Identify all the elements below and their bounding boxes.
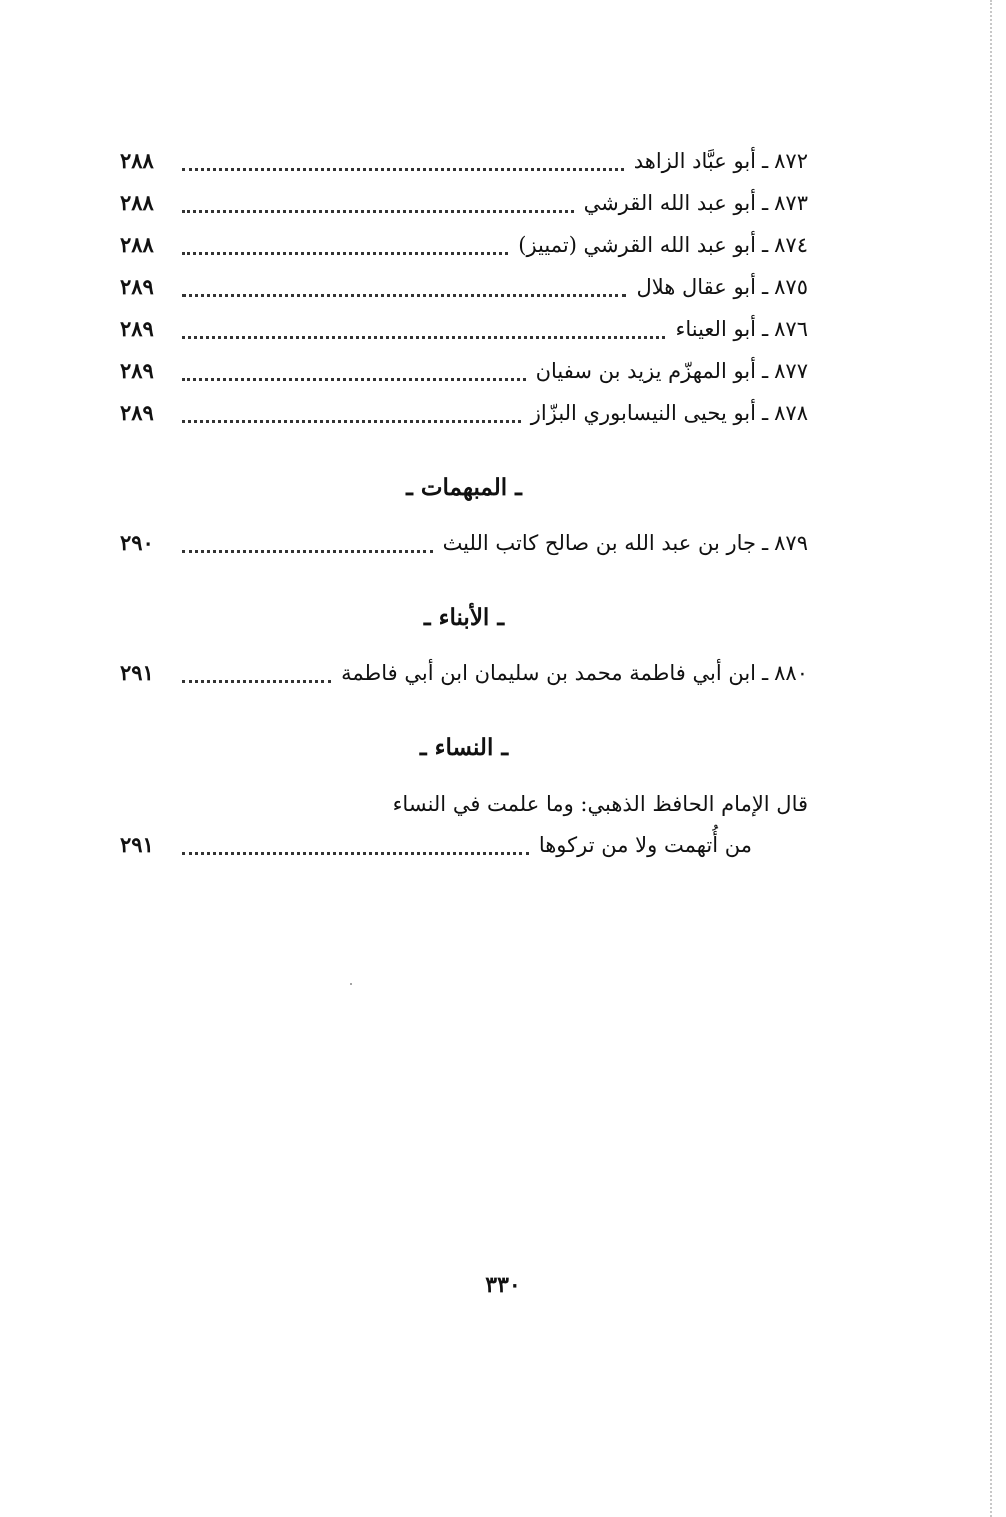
entry-title: أبو عبد الله القرشي: [583, 191, 756, 215]
spacer: [120, 694, 808, 724]
nisa-statement-continuation: [120, 824, 808, 866]
entry-number: ٨٧٢: [774, 149, 808, 173]
entry-page-number: ٢٨٨: [120, 232, 154, 257]
entry-number: ٨٧٣: [774, 191, 808, 215]
entry-page-number: ٢٩١: [120, 660, 154, 685]
entry-page-number: ٢٩٠: [120, 530, 154, 555]
entry-number: ٨٧٤: [774, 233, 808, 257]
toc-entry-880: [120, 652, 808, 694]
entry-separator: ـ: [762, 317, 769, 341]
print-speck: [350, 983, 352, 985]
toc-entry-877: [120, 350, 808, 392]
entry-title: جار بن عبد الله بن صالح كاتب الليث: [442, 531, 756, 555]
dot-leader: [182, 156, 624, 171]
entry-page-number: ٢٩١: [120, 832, 154, 857]
entry-page-number: ٢٨٩: [120, 316, 154, 341]
entry-title: أبو عبَّاد الزاهد: [633, 149, 756, 173]
dot-leader: [182, 668, 331, 683]
spacer: [120, 642, 808, 652]
entry-separator: ـ: [762, 401, 769, 425]
dot-leader: [182, 198, 574, 213]
entry-title: من أُتهمت ولا من تركوها: [538, 833, 752, 857]
table-of-contents: [120, 140, 808, 866]
toc-entry-872: [120, 140, 808, 182]
page-number: ٣٣٠: [485, 1272, 521, 1298]
entry-title: أبو يحيى النيسابوري البزّاز: [530, 401, 756, 425]
entry-title: أبو عبد الله القرشي (تمييز): [518, 233, 756, 257]
dot-leader: [182, 840, 529, 855]
toc-entry-876: [120, 308, 808, 350]
spacer: [120, 512, 808, 522]
dot-leader: [182, 366, 526, 381]
dot-leader: [182, 282, 626, 297]
section-heading-nisa: ـ النساء ـ: [419, 734, 509, 761]
dot-leader: [182, 408, 521, 423]
entry-number: ٨٧٥: [774, 275, 808, 299]
entry-page-number: ٢٨٩: [120, 358, 154, 383]
entry-title: أبو المهزّم يزيد بن سفيان: [535, 359, 756, 383]
toc-entry-875: [120, 266, 808, 308]
spacer: [120, 434, 808, 464]
entry-separator: ـ: [762, 191, 769, 215]
toc-entry-878: [120, 392, 808, 434]
section-heading-mubhamat: ـ المبهمات ـ: [406, 474, 522, 501]
entry-page-number: ٢٨٨: [120, 148, 154, 173]
dot-leader: [182, 324, 665, 339]
entry-separator: ـ: [762, 359, 769, 383]
entry-number: ٨٧٩: [774, 531, 808, 555]
entry-page-number: ٢٨٩: [120, 274, 154, 299]
entry-title: أبو عقال هلال: [636, 275, 756, 299]
section-heading-abna: ـ الأبناء ـ: [423, 604, 505, 631]
spacer: [120, 772, 808, 784]
nisa-statement-line: قال الإمام الحافظ الذهبي: وما علمت في النساء: [392, 792, 808, 816]
entry-separator: ـ: [762, 661, 769, 685]
entry-title: ابن أبي فاطمة محمد بن سليمان ابن أبي فاطمة: [341, 661, 756, 685]
entry-number: ٨٨٠: [774, 661, 808, 685]
entry-separator: ـ: [762, 275, 769, 299]
entry-number: ٨٧٧: [774, 359, 808, 383]
entry-title: أبو العيناء: [675, 317, 756, 341]
spacer: [120, 564, 808, 594]
entry-page-number: ٢٨٩: [120, 400, 154, 425]
entry-number: ٨٧٨: [774, 401, 808, 425]
toc-entry-873: [120, 182, 808, 224]
entry-number: ٨٧٦: [774, 317, 808, 341]
toc-entry-874: [120, 224, 808, 266]
entry-separator: ـ: [762, 149, 769, 173]
entry-separator: ـ: [762, 531, 769, 555]
dot-leader: [182, 240, 508, 255]
entry-page-number: ٢٨٨: [120, 190, 154, 215]
toc-entry-879: [120, 522, 808, 564]
entry-separator: ـ: [762, 233, 769, 257]
dot-leader: [182, 538, 433, 553]
